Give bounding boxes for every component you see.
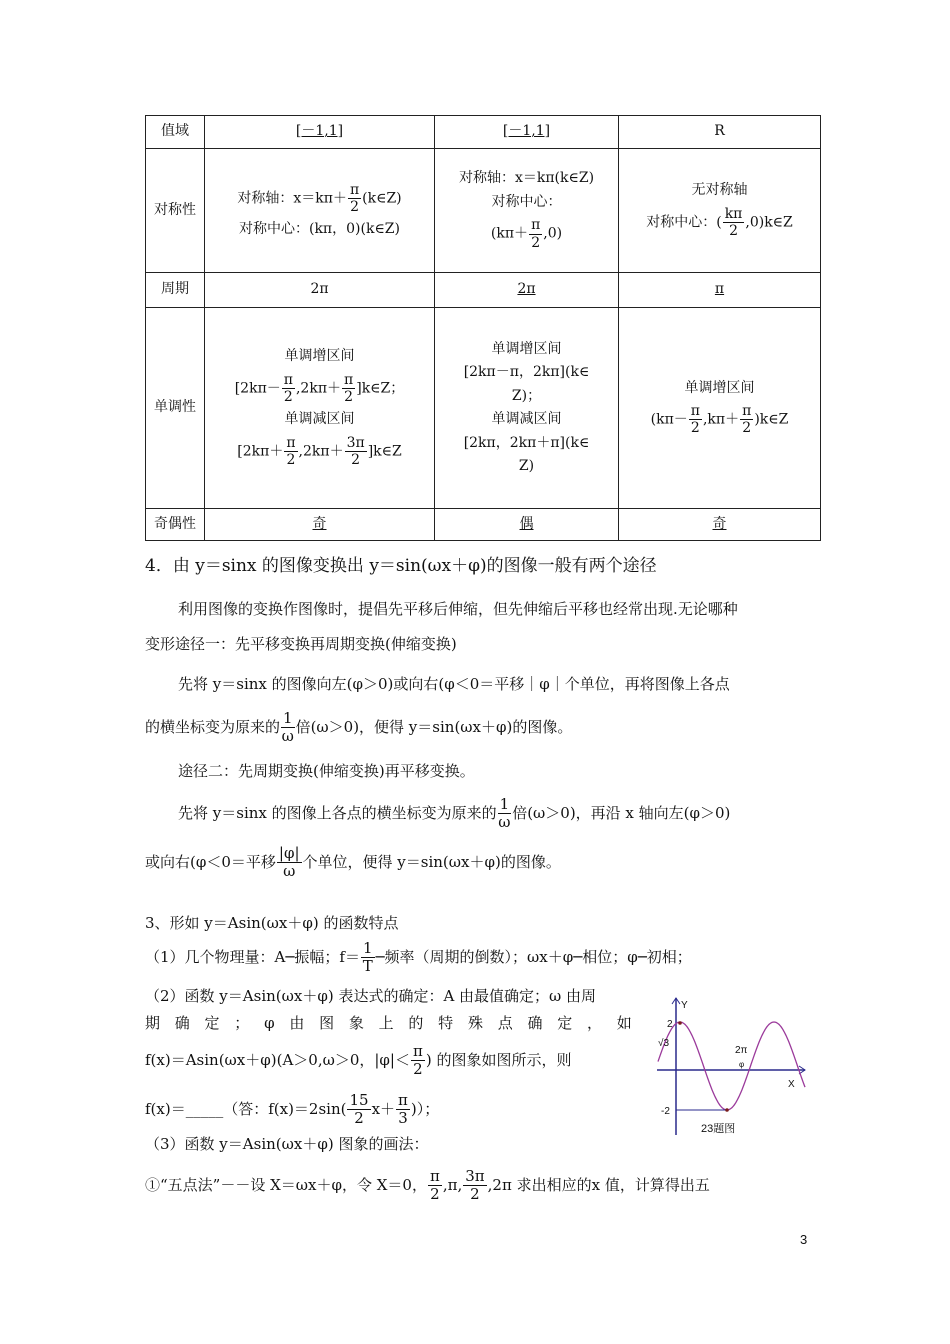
- denominator: 2: [531, 234, 541, 251]
- figure-caption: 23题图: [701, 1123, 736, 1135]
- table-row: [146, 116, 821, 149]
- page-number: 3: [800, 1232, 808, 1247]
- denominator: 2: [286, 451, 296, 468]
- text-segment: 的横坐标变为原来的: [145, 717, 281, 736]
- text-segment: ,2π 求出相应的x 值，计算得出五: [487, 1175, 710, 1194]
- cell-line: [439, 281, 614, 299]
- text-line: [145, 912, 398, 933]
- text-line: [145, 1092, 439, 1128]
- fraction: [396, 1092, 410, 1128]
- denominator: 3: [398, 1109, 408, 1128]
- text-segment: 偶: [519, 515, 534, 532]
- numerator: 3π: [465, 1167, 485, 1185]
- min-label: -2: [661, 1106, 670, 1117]
- cell-line: [439, 194, 614, 212]
- trig-properties-table: [145, 115, 821, 541]
- table-row: [146, 273, 821, 308]
- fraction: [723, 206, 745, 239]
- phi-label: φ: [739, 1060, 745, 1069]
- denominator: 2: [350, 199, 359, 216]
- text-segment: f(x)＝Asin(ωx＋φ)(A＞0,ω＞0，|φ|＜: [145, 1050, 410, 1069]
- denominator: 2: [729, 222, 738, 239]
- text-segment: 倍(ω＞0)，便得 y＝sin(ωx＋φ)的图像。: [295, 717, 573, 736]
- text-segment: 对称轴：x＝kπ(k∈Z): [458, 170, 595, 187]
- denominator: 2: [470, 1185, 480, 1204]
- y-axis-label: Y: [681, 1000, 688, 1011]
- max-label: 2: [667, 1019, 673, 1030]
- denominator: 2: [690, 420, 700, 437]
- numerator: π: [742, 403, 752, 420]
- table-row: [146, 149, 821, 273]
- text-segment: [－1,1]: [295, 123, 344, 140]
- numerator: 1: [283, 709, 293, 727]
- row-label: 单调性: [146, 308, 205, 509]
- table-cell: [619, 509, 821, 541]
- text-line: [178, 598, 738, 619]
- text-segment: 2π: [517, 281, 536, 298]
- table-cell: [435, 308, 619, 509]
- fraction: [361, 940, 375, 976]
- numerator: 1: [362, 939, 373, 957]
- fraction: [740, 403, 753, 436]
- table-cell: [619, 308, 821, 509]
- text-segment: 对称中心：(: [646, 214, 722, 231]
- sqrt3-label: √3: [658, 1038, 670, 1049]
- cell-line: [439, 435, 614, 453]
- text-segment: (kπ＋: [490, 226, 529, 242]
- cell-line: [623, 403, 816, 436]
- text-segment: Z): [518, 458, 535, 474]
- denominator: 2: [413, 1060, 423, 1079]
- x-axis-label: X: [788, 1079, 795, 1090]
- text-line: [145, 710, 572, 746]
- text-segment: 奇: [312, 515, 327, 532]
- two-pi-label: 2π: [735, 1045, 748, 1056]
- text-line: [145, 1043, 645, 1079]
- numerator: π: [398, 1091, 408, 1109]
- text-segment: 4．由 y＝sinx 的图像变换出 y＝sin(ωx＋φ)的图像一般有两个途径: [145, 556, 657, 576]
- text-segment: ,0)k∈Z: [745, 214, 793, 231]
- text-segment: [－1,1]: [502, 123, 551, 140]
- text-segment: 单调减区间: [491, 411, 562, 427]
- row-label: 值域: [146, 116, 205, 149]
- cell-line: [623, 281, 816, 299]
- text-line: [145, 940, 692, 976]
- text-segment: 先将 y＝sinx 的图像上各点的横坐标变为原来的: [178, 803, 497, 822]
- text-segment: (k∈Z): [362, 190, 402, 207]
- table-cell: [619, 273, 821, 308]
- text-segment: (kπ－: [650, 411, 688, 428]
- text-segment: 对称中心：: [491, 193, 562, 210]
- text-segment: （1）几个物理量：A─振幅；f＝: [145, 947, 360, 966]
- fraction: [689, 403, 702, 436]
- text-segment: [2kπ－π，2kπ](k∈: [463, 364, 590, 380]
- text-line: [145, 845, 561, 881]
- numerator: |φ|: [278, 844, 300, 862]
- text-segment: ]k∈Z；: [356, 380, 405, 397]
- cell-line: [209, 182, 430, 215]
- cell-line: [209, 281, 430, 299]
- cell-line: [209, 516, 430, 534]
- denominator: 2: [344, 388, 354, 405]
- cell-line: [623, 516, 816, 534]
- fraction: [347, 1092, 370, 1128]
- text-segment: 期 确 定 ； φ 由 图 象 上 的 特 殊 点 确 定 ， 如: [145, 1014, 632, 1032]
- text-segment: 单调增区间: [284, 348, 355, 365]
- text-segment: 单调减区间: [284, 411, 355, 427]
- text-segment: （2）函数 y＝Asin(ωx＋φ) 表达式的确定：A 由最值确定；ω 由周: [145, 987, 597, 1005]
- cell-line: [623, 123, 816, 141]
- cell-line: [439, 217, 614, 250]
- table-cell: [435, 116, 619, 149]
- table-cell: [205, 273, 435, 308]
- numerator: 1: [499, 795, 510, 813]
- row-label: 对称性: [146, 149, 205, 273]
- text-segment: π: [714, 281, 725, 298]
- table-cell: [435, 273, 619, 308]
- text-segment: ─频率（周期的倒数）；ωx＋φ─相位；φ─初相；: [375, 947, 692, 966]
- text-segment: 或向右(φ＜0＝平移: [145, 852, 276, 871]
- text-line: [145, 551, 657, 576]
- text-segment: 倍(ω＞0)，再沿 x 轴向左(φ＞0): [512, 803, 731, 822]
- text-segment: ①“五点法”－－设 X＝ωx＋φ，令 X＝0，: [145, 1175, 427, 1194]
- fraction: [411, 1043, 425, 1079]
- text-line: [145, 985, 645, 1006]
- table-cell: [619, 149, 821, 273]
- text-line: [145, 1012, 645, 1033]
- text-segment: 单调增区间: [491, 340, 562, 357]
- table-row: [146, 308, 821, 509]
- text-segment: ,2kπ＋: [298, 443, 344, 460]
- text-line: [178, 796, 730, 832]
- cell-line: [209, 348, 430, 366]
- text-segment: 利用图像的变换作图像时，提倡先平移后伸缩，但先伸缩后平移也经常出现.无论哪种: [178, 600, 738, 618]
- cell-line: [439, 458, 614, 476]
- fraction: [428, 1168, 442, 1204]
- denominator: ω: [281, 727, 294, 746]
- cell-line: [439, 388, 614, 406]
- fraction: [284, 435, 297, 468]
- fraction: [342, 372, 355, 405]
- fraction: [498, 796, 512, 832]
- denominator: 2: [283, 388, 293, 405]
- text-segment: ) 的图象如图所示，则: [425, 1050, 572, 1069]
- table-cell: [205, 116, 435, 149]
- text-segment: ]k∈Z: [367, 443, 402, 460]
- denominator: 2: [430, 1185, 440, 1204]
- denominator: ω: [283, 862, 296, 881]
- table-cell: [205, 308, 435, 509]
- table-cell: [205, 509, 435, 541]
- denominator: 2: [351, 451, 361, 468]
- table-cell: [619, 116, 821, 149]
- table-cell: [435, 509, 619, 541]
- text-segment: [2kπ－: [234, 380, 281, 397]
- text-segment: （3）函数 y＝Asin(ωx＋φ) 图象的画法：: [145, 1135, 429, 1153]
- numerator: π: [690, 403, 700, 420]
- text-segment: Z)；: [511, 387, 542, 404]
- text-line: [145, 1133, 428, 1154]
- text-segment: 途径二：先周期变换(伸缩变换)再平移变换。: [178, 762, 475, 780]
- numerator: π: [349, 182, 360, 199]
- cell-line: [209, 221, 430, 239]
- fraction: [282, 372, 295, 405]
- cell-line: [209, 372, 430, 405]
- text-line: [145, 633, 457, 654]
- row-label: 周期: [146, 273, 205, 308]
- cell-line: [209, 435, 430, 468]
- numerator: π: [412, 1042, 423, 1060]
- denominator: T: [362, 957, 373, 976]
- fraction: [277, 845, 302, 881]
- cell-line: [439, 170, 614, 188]
- text-segment: [2kπ，2kπ＋π](k∈: [463, 434, 590, 451]
- text-segment: ,kπ＋: [702, 411, 740, 428]
- numerator: π: [286, 434, 296, 451]
- numerator: kπ: [724, 205, 743, 222]
- denominator: 2: [742, 420, 752, 437]
- cell-line: [439, 341, 614, 359]
- fraction: [529, 217, 542, 250]
- text-segment: 对称中心：(kπ，0)(k∈Z): [238, 221, 400, 238]
- numerator: 15: [349, 1091, 369, 1109]
- text-segment: ,2kπ＋: [295, 380, 342, 397]
- cell-line: [623, 380, 816, 398]
- text-segment: f(x)＝_____（答：f(x)＝2sin(: [145, 1099, 347, 1118]
- text-segment: 无对称轴: [691, 182, 748, 199]
- text-line: [178, 673, 730, 694]
- numerator: π: [344, 371, 354, 388]
- fraction: [348, 182, 361, 215]
- numerator: π: [429, 1167, 440, 1185]
- text-segment: [2kπ＋: [237, 443, 284, 460]
- numerator: 3π: [346, 434, 365, 451]
- fraction: [463, 1168, 486, 1204]
- text-segment: 3、形如 y＝Asin(ωx＋φ) 的函数特点: [145, 914, 399, 932]
- text-segment: )k∈Z: [754, 411, 789, 428]
- max-point: [678, 1021, 682, 1025]
- text-segment: ,π,: [442, 1175, 463, 1194]
- text-segment: 变形途径一：先平移变换再周期变换(伸缩变换): [145, 635, 457, 653]
- text-segment: 个单位，便得 y＝sin(ωx＋φ)的图像。: [302, 852, 561, 871]
- sine-curve: [658, 1022, 805, 1110]
- text-line: [178, 760, 475, 781]
- min-point: [725, 1108, 729, 1112]
- text-segment: R: [714, 123, 725, 140]
- table-cell: [205, 149, 435, 273]
- cell-line: [439, 516, 614, 534]
- fraction: [281, 710, 295, 746]
- text-segment: ,0): [543, 226, 563, 242]
- sine-graph-figure: [655, 995, 810, 1140]
- numerator: π: [531, 217, 541, 234]
- cell-line: [209, 411, 430, 429]
- text-segment: )）；: [410, 1099, 440, 1118]
- text-segment: 奇: [712, 515, 727, 532]
- cell-line: [439, 364, 614, 382]
- text-segment: 先将 y＝sinx 的图像向左(φ＞0)或向右(φ＜0＝平移｜φ｜个单位，再将图像上各点: [178, 675, 730, 693]
- cell-line: [439, 411, 614, 429]
- text-segment: x＋: [371, 1099, 396, 1118]
- text-segment: 对称轴：x＝kπ＋: [237, 190, 347, 207]
- text-line: [145, 1168, 710, 1204]
- denominator: 2: [354, 1109, 364, 1128]
- numerator: π: [283, 371, 293, 388]
- denominator: ω: [498, 813, 511, 832]
- cell-line: [623, 182, 816, 200]
- cell-line: [439, 123, 614, 141]
- row-label: 奇偶性: [146, 509, 205, 541]
- cell-line: [623, 206, 816, 239]
- table-cell: [435, 149, 619, 273]
- text-segment: 单调增区间: [684, 379, 755, 396]
- table-row: [146, 509, 821, 541]
- fraction: [345, 435, 367, 468]
- text-segment: 2π: [310, 281, 329, 298]
- cell-line: [209, 123, 430, 141]
